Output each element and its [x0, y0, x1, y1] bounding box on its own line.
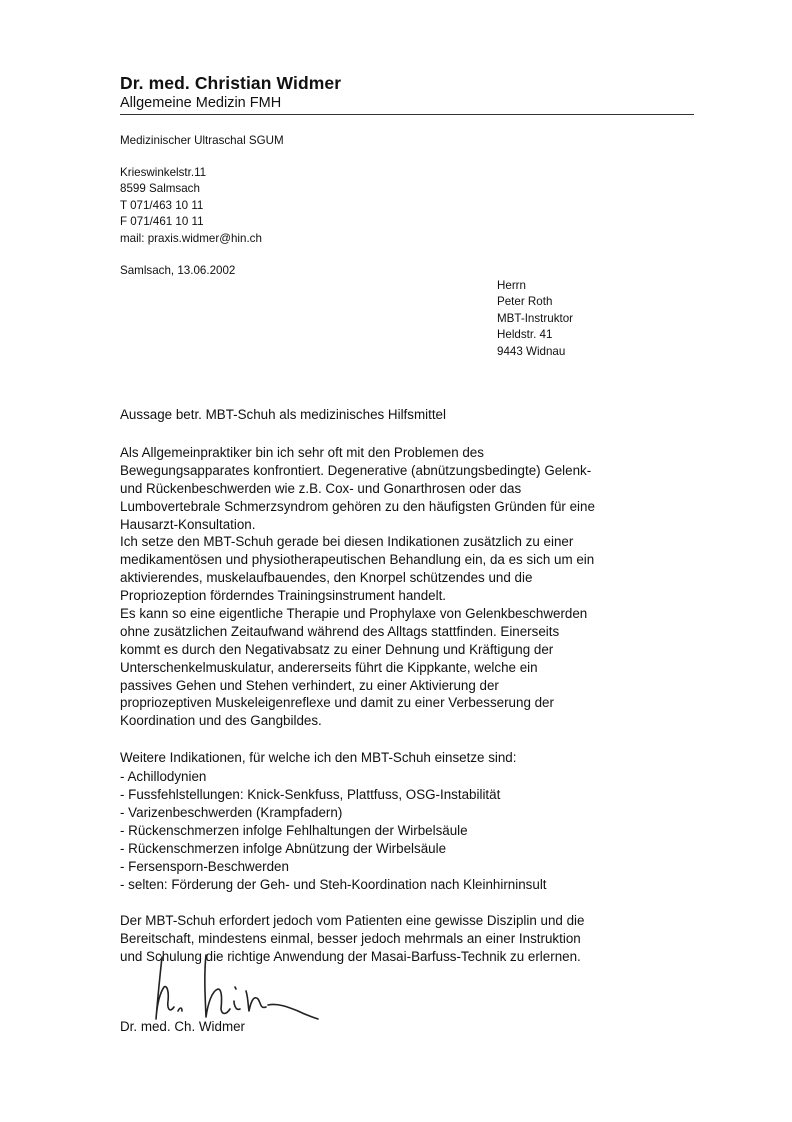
header-divider	[120, 114, 694, 115]
fax-line: F 071/461 10 11	[120, 215, 204, 229]
list-item: - Achillodynien	[120, 769, 207, 784]
recipient-address	[497, 278, 573, 360]
body-line: Es kann so eine eigentliche Therapie und Prophylaxe von Gelenkbeschwerden	[120, 606, 588, 622]
list-item: - selten: Förderung der Geh- und Steh-Koordination nach Kleinhirninsult	[120, 877, 547, 892]
body-line: Koordination und des Gangbildes.	[120, 713, 322, 729]
body-line: ohne zusätzlichen Zeitaufwand während des Alltags stattfinden. Einerseits	[120, 623, 560, 639]
signature-name: Dr. med. Ch. Widmer	[120, 1019, 246, 1034]
doctor-title: Allgemeine Medizin FMH	[120, 95, 282, 111]
body-line: kommt es durch den Negativabsatz zu einer Dehnung und Kräftigung der	[120, 641, 554, 657]
closing-line: Bereitschaft, mindestens einmal, besser jedoch mehrmals an einer Instruktion	[120, 931, 581, 946]
recipient-line: Peter Roth	[497, 295, 553, 309]
body-line: propriozeptiven Muskeleigenreflexe und damit zu einer Verbesserung der	[120, 695, 554, 711]
address-line: Krieswinkelstr.11	[120, 166, 207, 179]
body-line: passives Gehen und Stehen verhindert, zu einer Aktivierung der	[120, 677, 499, 693]
date-line: Samlsach, 13.06.2002	[120, 264, 236, 277]
indications-list	[120, 768, 547, 894]
indications-intro: Weitere Indikationen, für welche ich den MBT-Schuh einsetze sind:	[120, 750, 517, 765]
body-line: Bewegungsapparates konfrontiert. Degenerative (abnützungsbedingte) Gelenk-	[120, 462, 592, 478]
sender-address	[120, 165, 262, 247]
address-line: 8599 Salmsach	[120, 182, 200, 196]
list-item: - Rückenschmerzen infolge Fehlhaltungen der Wirbelsäule	[120, 823, 468, 838]
recipient-line: MBT-Instruktor	[497, 311, 574, 325]
body-line: aktivierendes, muskelaufbauendes, den Knorpel schützendes und die	[120, 570, 533, 586]
letter-subject: Aussage betr. MBT-Schuh als medizinisches Hilfsmittel	[120, 407, 446, 422]
closing-line: und Schulung die richtige Anwendung der Masai-Barfuss-Technik zu erlernen.	[120, 949, 581, 964]
list-item: - Rückenschmerzen infolge Abnützung der Wirbelsäule	[120, 841, 447, 856]
body-line: Propriozeption förderndes Trainingsinstrument handelt.	[120, 588, 447, 604]
phone-line: T 071/463 10 11	[120, 198, 204, 212]
letter-body	[120, 444, 595, 730]
body-line: medikamentösen und physiotherapeutischen Behandlung ein, da es sich um ein	[120, 552, 595, 568]
list-item: - Fersensporn-Beschwerden	[120, 859, 289, 874]
doctor-name: Dr. med. Christian Widmer	[120, 73, 342, 93]
body-line: Ich setze den MBT-Schuh gerade bei diesen Indikationen zusätzlich zu einer	[120, 534, 574, 550]
recipient-line: 9443 Widnau	[497, 344, 566, 358]
body-line: und Rückenbeschwerden wie z.B. Cox- und Gonarthrosen oder das	[120, 480, 522, 496]
specialty-line: Medizinischer Ultraschal SGUM	[120, 134, 284, 147]
closing-line: Der MBT-Schuh erfordert jedoch vom Patienten eine gewisse Disziplin und die	[120, 913, 585, 928]
recipient-line: Heldstr. 41	[497, 328, 553, 342]
list-item: - Fussfehlstellungen: Knick-Senkfuss, Plattfuss, OSG-Instabilität	[120, 787, 501, 802]
handwritten-signature	[148, 945, 323, 1027]
body-line: Unterschenkelmuskulatur, andererseits führt die Kippkante, welche ein	[120, 659, 538, 675]
body-line: Als Allgemeinpraktiker bin ich sehr oft mit den Problemen des	[120, 445, 484, 460]
body-line: Lumbovertebrale Schmerzsyndrom gehören zu den häufigsten Gründen für eine	[120, 498, 595, 514]
recipient-line: Herrn	[497, 279, 526, 292]
email-line: mail: praxis.widmer@hin.ch	[120, 231, 262, 245]
body-line: Hausarzt-Konsultation.	[120, 516, 256, 532]
list-item: - Varizenbeschwerden (Krampfadern)	[120, 805, 343, 820]
